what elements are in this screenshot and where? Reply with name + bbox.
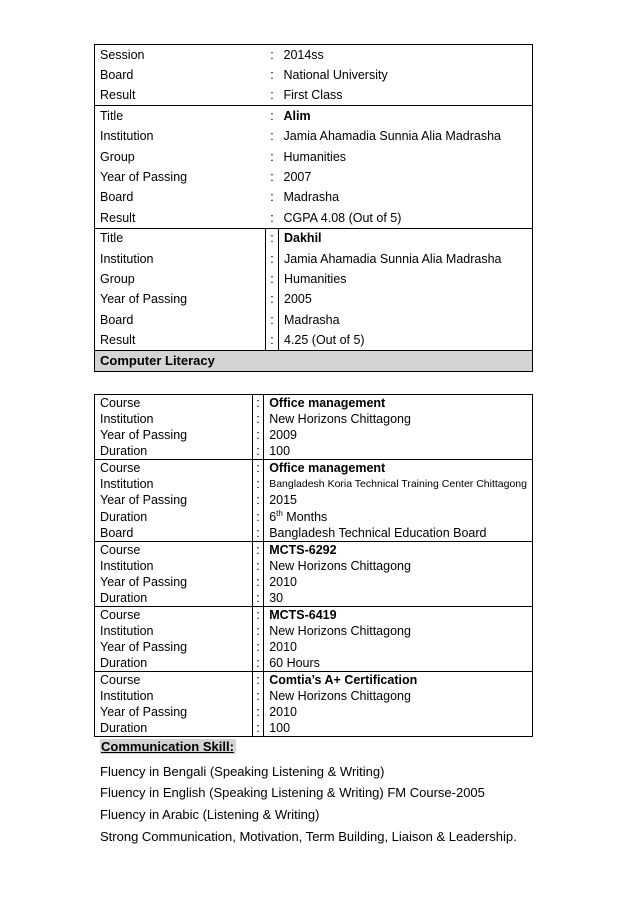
field-value: 2005 xyxy=(284,292,312,307)
field-value: Humanities xyxy=(283,149,347,164)
colon-separator: : xyxy=(270,210,274,225)
education-row xyxy=(95,167,533,187)
field-label: Board xyxy=(100,68,134,83)
course-row xyxy=(95,443,533,459)
colon-separator: : xyxy=(252,606,263,622)
colon-separator: : xyxy=(266,248,279,268)
field-value: 100 xyxy=(269,444,291,459)
field-label: Course xyxy=(100,395,141,410)
education-row xyxy=(95,65,533,85)
duration-number: 6 xyxy=(269,510,277,525)
course-row xyxy=(95,639,533,655)
communication-line: Fluency in Bengali (Speaking Listening & Writing) xyxy=(100,764,385,779)
field-label: Institution xyxy=(100,477,154,492)
education-row xyxy=(95,289,533,309)
colon-separator: : xyxy=(266,330,279,350)
education-row xyxy=(95,106,533,126)
course-row xyxy=(95,623,533,639)
field-value: 2010 xyxy=(269,640,297,655)
colon-separator: : xyxy=(252,590,263,606)
field-label: Duration xyxy=(100,656,148,671)
colon-separator: : xyxy=(270,190,274,205)
colon-separator: : xyxy=(252,541,263,557)
field-label: Duration xyxy=(100,721,148,736)
field-value xyxy=(264,509,533,525)
colon-separator: : xyxy=(266,310,279,330)
field-label: Result xyxy=(100,210,136,225)
field-value: 2007 xyxy=(283,170,312,185)
colon-separator: : xyxy=(270,129,274,144)
field-label: Institution xyxy=(100,688,154,703)
field-value: 4.25 (Out of 5) xyxy=(284,332,365,347)
colon-separator: : xyxy=(252,476,263,492)
course-row xyxy=(95,411,533,427)
colon-separator: : xyxy=(252,427,263,443)
course-row xyxy=(95,574,533,590)
field-label: Institution xyxy=(100,411,154,426)
education-row xyxy=(95,208,533,228)
colon-separator: : xyxy=(266,228,279,248)
education-row xyxy=(95,330,533,350)
field-label: Duration xyxy=(100,509,148,524)
education-row xyxy=(95,126,533,146)
communication-line: Strong Communication, Motivation, Term Building, Liaison & Leadership. xyxy=(100,829,517,844)
course-row xyxy=(95,590,533,606)
course-row xyxy=(95,395,533,411)
education-row xyxy=(95,187,533,207)
field-label: Session xyxy=(100,47,145,62)
colon-separator: : xyxy=(252,525,263,541)
course-row xyxy=(95,672,533,688)
field-value: Bangladesh Technical Education Board xyxy=(269,525,487,540)
colon-separator: : xyxy=(270,88,274,103)
field-value: Humanities xyxy=(284,271,347,286)
colon-separator: : xyxy=(252,509,263,525)
course-row xyxy=(95,688,533,704)
field-label: Course xyxy=(95,460,253,476)
field-value: Bangladesh Koria Technical Training Center Chittagong xyxy=(269,478,527,491)
course-row xyxy=(95,606,533,622)
course-row xyxy=(95,460,533,476)
field-value: Madrasha xyxy=(283,190,340,205)
field-value: Dakhil xyxy=(279,228,533,248)
field-label: Course xyxy=(95,541,253,557)
education-row xyxy=(95,310,533,330)
education-table xyxy=(94,44,533,372)
field-label: Title xyxy=(95,106,266,126)
computer-literacy-table xyxy=(94,394,533,737)
course-row xyxy=(95,476,533,492)
colon-separator: : xyxy=(252,411,263,427)
course-row xyxy=(95,492,533,508)
duration-unit: Months xyxy=(282,510,328,525)
colon-separator: : xyxy=(252,492,263,508)
colon-separator: : xyxy=(252,639,263,655)
field-label: Result xyxy=(100,332,136,347)
education-row xyxy=(95,248,533,268)
field-label: Institution xyxy=(100,623,154,638)
ordinal-suffix: th xyxy=(276,509,283,519)
field-label: Title xyxy=(95,228,266,248)
field-value: 2010 xyxy=(269,574,297,589)
colon-separator: : xyxy=(252,395,263,411)
field-label: Result xyxy=(100,88,136,103)
field-value: CGPA 4.08 (Out of 5) xyxy=(283,210,402,225)
field-label: Year of Passing xyxy=(100,493,188,508)
field-value: National University xyxy=(283,68,388,83)
course-row xyxy=(95,704,533,720)
field-value: Jamia Ahamadia Sunnia Alia Madrasha xyxy=(284,251,502,266)
communication-line: Fluency in English (Speaking Listening & Writing) FM Course-2005 xyxy=(100,785,485,800)
field-label: Board xyxy=(100,525,134,540)
course-row xyxy=(95,541,533,557)
field-label: Year of Passing xyxy=(100,574,188,589)
section-title: Computer Literacy xyxy=(100,353,215,369)
field-label: Year of Passing xyxy=(100,170,188,185)
colon-separator: : xyxy=(252,704,263,720)
field-value: 2009 xyxy=(269,428,297,443)
field-value: 2014ss xyxy=(283,47,324,62)
field-label: Year of Passing xyxy=(100,292,188,307)
field-label: Year of Passing xyxy=(100,428,188,443)
colon-separator: : xyxy=(266,269,279,289)
colon-separator: : xyxy=(252,688,263,704)
course-row xyxy=(95,557,533,573)
field-value: MCTS-6292 xyxy=(264,541,533,557)
field-label: Year of Passing xyxy=(100,705,188,720)
education-row xyxy=(95,228,533,248)
field-value: First Class xyxy=(283,88,343,103)
communication-line: Fluency in Arabic (Listening & Writing) xyxy=(100,807,320,822)
education-row xyxy=(95,45,533,65)
field-value: Office management xyxy=(264,460,533,476)
colon-separator: : xyxy=(270,68,274,83)
field-label: Institution xyxy=(100,558,154,573)
field-label: Group xyxy=(100,271,135,286)
colon-separator: : xyxy=(270,149,274,164)
field-label: Institution xyxy=(100,129,154,144)
field-value: New Horizons Chittagong xyxy=(269,623,411,638)
colon-separator: : xyxy=(270,170,274,185)
field-value: 30 xyxy=(269,590,284,605)
field-value: 60 Hours xyxy=(269,656,320,671)
course-row xyxy=(95,509,533,525)
colon-separator: : xyxy=(252,623,263,639)
field-label: Duration xyxy=(100,590,148,605)
course-row xyxy=(95,427,533,443)
computer-literacy-section-bar xyxy=(95,350,533,371)
field-value: 2010 xyxy=(269,705,297,720)
field-label: Board xyxy=(100,190,134,205)
field-label: Duration xyxy=(100,444,148,459)
field-value: MCTS-6419 xyxy=(264,606,533,622)
field-value: Alim xyxy=(279,106,533,126)
field-value: New Horizons Chittagong xyxy=(269,558,411,573)
colon-separator: : xyxy=(252,720,263,736)
field-value: New Horizons Chittagong xyxy=(269,688,411,703)
field-label: Year of Passing xyxy=(100,640,188,655)
field-value: Comtia’s A+ Certification xyxy=(264,672,533,688)
field-label: Course xyxy=(95,606,253,622)
field-label: Institution xyxy=(100,251,154,266)
field-value: 100 xyxy=(269,721,291,736)
field-value: Office management xyxy=(269,395,386,410)
colon-separator: : xyxy=(252,443,263,459)
course-row xyxy=(95,525,533,541)
course-row xyxy=(95,720,533,736)
colon-separator: : xyxy=(252,574,263,590)
colon-separator: : xyxy=(252,672,263,688)
education-row xyxy=(95,146,533,166)
education-row xyxy=(95,85,533,105)
course-row xyxy=(95,655,533,671)
field-label: Course xyxy=(95,672,253,688)
colon-separator: : xyxy=(266,289,279,309)
colon-separator: : xyxy=(252,557,263,573)
field-label: Board xyxy=(100,312,134,327)
field-label: Group xyxy=(100,149,135,164)
field-value: Jamia Ahamadia Sunnia Alia Madrasha xyxy=(283,129,501,144)
field-value: 2015 xyxy=(269,493,297,508)
communication-skill-heading: Communication Skill: xyxy=(101,739,234,754)
colon-separator: : xyxy=(266,106,279,126)
field-value: Madrasha xyxy=(284,312,340,327)
colon-separator: : xyxy=(252,655,263,671)
colon-separator: : xyxy=(252,460,263,476)
colon-separator: : xyxy=(270,47,274,62)
education-row xyxy=(95,269,533,289)
field-value: New Horizons Chittagong xyxy=(269,411,411,426)
